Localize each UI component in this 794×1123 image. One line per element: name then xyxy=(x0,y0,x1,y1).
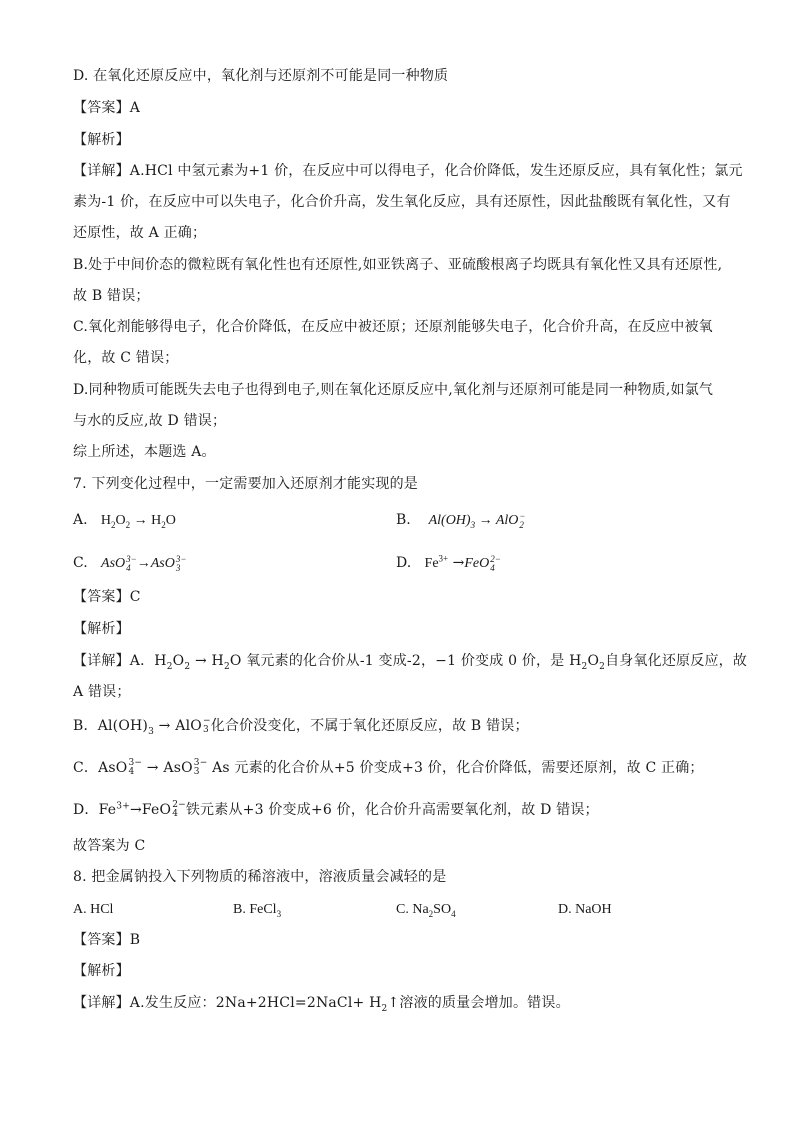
detail-7-c: C．AsO 3− 4 → AsO 3− 3 As 元素的化合价从+5 价变成+3 价，化合价降低，需要还原剂，故 C 正确； xyxy=(73,758,704,777)
detail-line: 化，故 C 错误； xyxy=(73,350,179,366)
q8-option-a: A. HCl xyxy=(73,902,114,917)
detail-line: D.同种物质可能既失去电子也得到电子,则在氧化还原反应中,氧化剂与还原剂可能是同一种物质,如氯气 xyxy=(73,382,714,398)
answer-label: 【答案】A xyxy=(73,100,141,116)
question-8-stem: 8. 把金属钠投入下列物质的稀溶液中，溶液质量会减轻的是 xyxy=(73,869,447,885)
q8-option-d: D. NaOH xyxy=(558,902,612,917)
analysis-label: 【解析】 xyxy=(73,132,130,148)
analysis-label: 【解析】 xyxy=(73,621,130,637)
detail-line: 与水的反应,故 D 错误； xyxy=(73,413,227,429)
detail-line: B.处于中间价态的微粒既有氧化性也有还原性,如亚铁离子、亚硫酸根离子均既具有氧化性又具有还原性, xyxy=(73,257,723,273)
q7-option-d: D. $Fe^{3+} \to FeO$ 2− 4 xyxy=(396,553,501,573)
detail-8-a: 【详解】A.发生反应：2Na+2HCl=2NaCl+ $H_2↑$溶液的质量会增加。错误。 xyxy=(73,995,570,1014)
detail-line: 素为-1 价，在反应中可以失电子，化合价升高，发生氧化反应，具有还原性，因此盐酸既有氧化性，又有 xyxy=(73,194,731,210)
detail-line: 还原性，故 A 正确； xyxy=(73,225,207,241)
answer-label: 【答案】B xyxy=(73,932,141,948)
analysis-label: 【解析】 xyxy=(73,963,130,979)
option-d-statement: D. 在氧化还原反应中，氧化剂与还原剂不可能是同一种物质 xyxy=(73,68,449,84)
q7-option-b: B. $Al(OH)_3$ → AlO − 2 xyxy=(396,510,526,530)
question-7-stem: 7. 下列变化过程中，一定需要加入还原剂才能实现的是 xyxy=(73,476,419,492)
detail-line: 故 B 错误； xyxy=(73,288,150,304)
detail-7-b: B．$Al(OH)_3$ → AlO − 3 化合价没变化，不属于氧化还原反应，故 B 错误； xyxy=(73,716,529,737)
detail-line: C.氧化剂能够得电子，化合价降低，在反应中被还原；还原剂能够失电子，化合价升高，在反应中被氧 xyxy=(73,319,713,335)
q8-option-c: C. $Na_2SO_4$ xyxy=(396,902,456,919)
answer-label: 【答案】C xyxy=(73,589,141,605)
detail-line: 【详解】A.HCl 中氢元素为+1 价，在反应中可以得电子，化合价降低，发生还原反应，具有氧化性；氯元 xyxy=(73,163,743,179)
detail-7-a-cont: A 错误； xyxy=(73,684,131,700)
final-answer-line: 故答案为 C xyxy=(73,838,146,854)
q8-option-b: B. FeCl$_3$ xyxy=(233,902,282,919)
detail-7-a: 【详解】A．$H_2O_2 \to H_2O$ 氧元素的化合价从-1 变成-2，−1 价变成 0 价，是 $H_2O_2$自身氧化还原反应，故 xyxy=(73,653,748,672)
detail-7-d: D．$Fe^{3+}\to FeO$ 2− 4 铁元素从+3 价变成+6 价，化合价升高需要氧化剂，故 D 错误； xyxy=(73,800,599,819)
summary-line: 综上所述，本题选 A。 xyxy=(73,444,216,460)
q7-option-a: A. $H_2O_2 \to H_2O$ xyxy=(73,512,176,530)
q7-option-c: C. AsO 3− 4 →AsO 3− 3 xyxy=(73,553,187,573)
